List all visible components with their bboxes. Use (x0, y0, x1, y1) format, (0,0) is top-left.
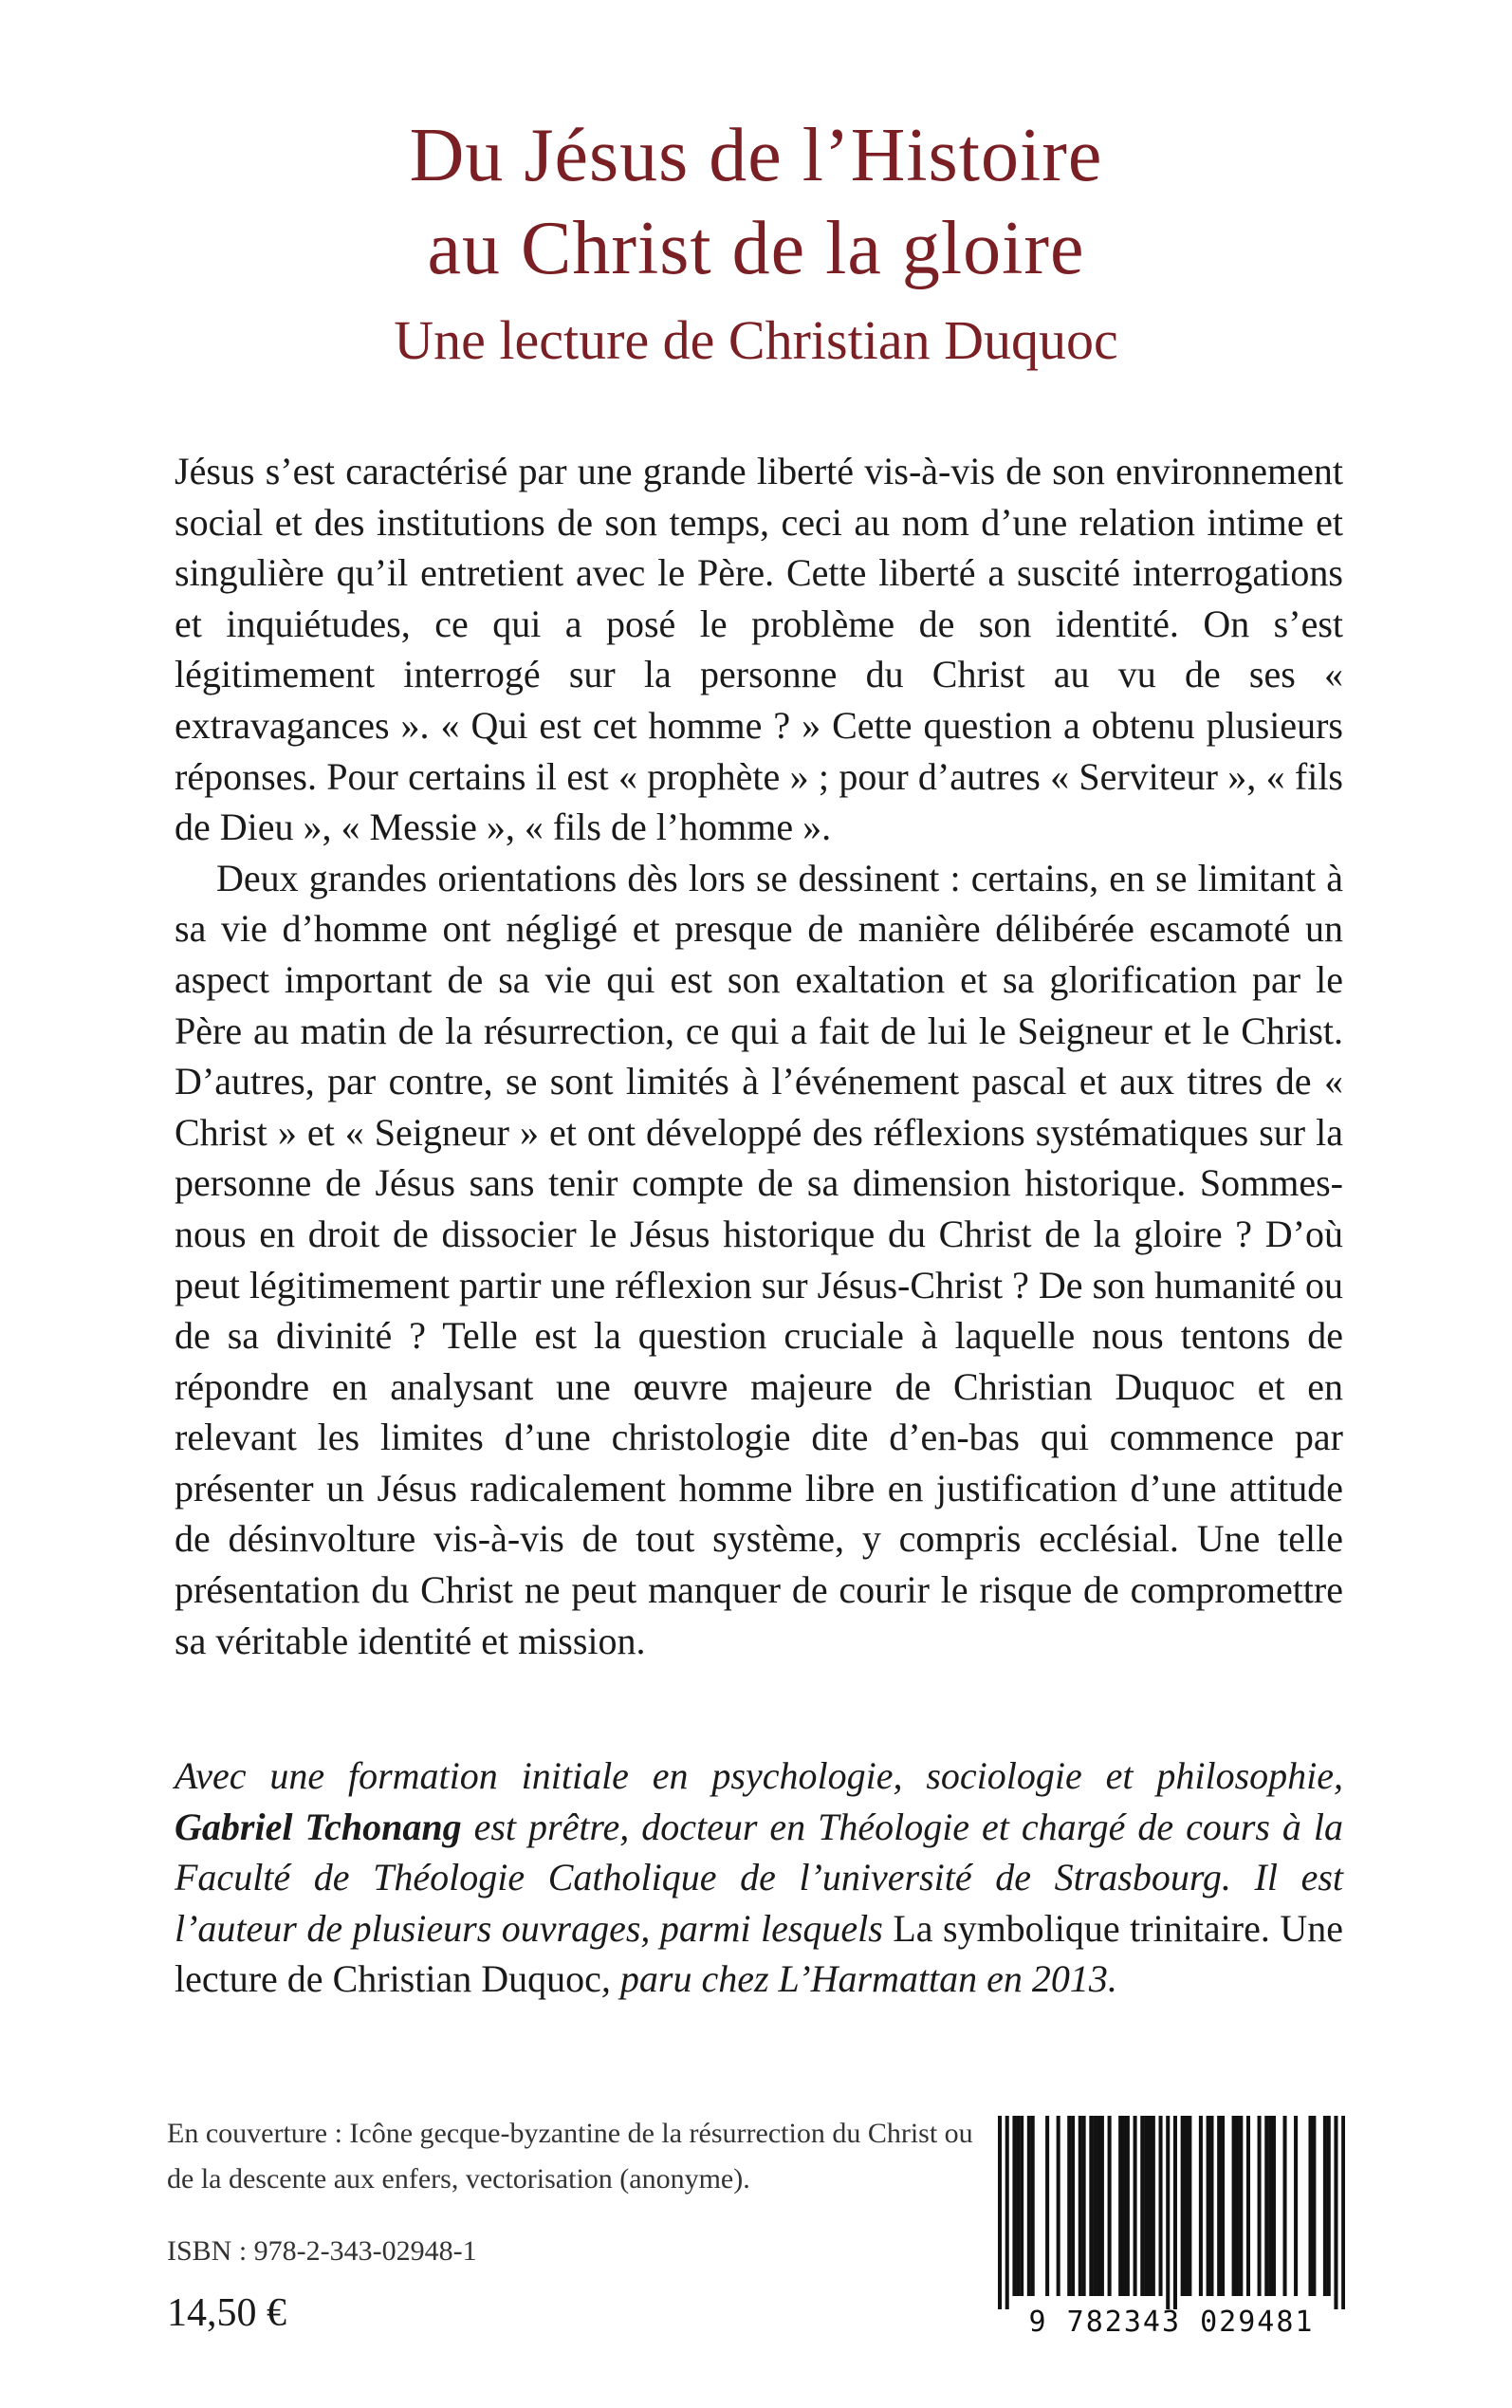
barcode-bar (1005, 2116, 1009, 2309)
barcode-bars (998, 2116, 1345, 2309)
barcode-bar (1045, 2116, 1049, 2296)
barcode-bar (1268, 2116, 1272, 2296)
barcode-bar (1071, 2116, 1075, 2296)
barcode (998, 2116, 1345, 2309)
bio-text-2: est prêtre, docteur en Théologie et chargé de cours à la Faculté de Théologie Catholique de l’université de Strasbourg. Il est l’auteur de plusieurs ouvrages, parmi lesquels (175, 1805, 1344, 1950)
barcode-bar (1057, 2116, 1060, 2296)
barcode-bar (1207, 2116, 1210, 2296)
barcode-bar (1199, 2116, 1203, 2296)
barcode-bar (1221, 2116, 1225, 2296)
bio-text-3: , paru chez L’Harmattan en 2013. (600, 1957, 1117, 2001)
title-block (0, 109, 1512, 379)
blurb (175, 446, 1343, 1666)
barcode-bar (1312, 2116, 1316, 2296)
barcode-bar (1027, 2116, 1031, 2296)
barcode-bar (1323, 2116, 1327, 2296)
barcode-bar (1308, 2116, 1312, 2296)
bio-book-title: La symbolique trinitaire. Une lecture de Christian Duquoc (175, 1906, 1344, 2001)
barcode-bar (1159, 2116, 1163, 2296)
book-title-line-1: Du Jésus de l’Histoire (409, 114, 1103, 197)
isbn: ISBN : 978-2-343-02948-1 (167, 2235, 477, 2267)
barcode-bar (1341, 2116, 1345, 2309)
barcode-bar (1152, 2116, 1155, 2296)
barcode-bar (1100, 2116, 1104, 2296)
barcode-bar (1093, 2116, 1097, 2296)
barcode-bar (1272, 2116, 1276, 2296)
barcode-bar (1144, 2116, 1148, 2296)
barcode-bar (1283, 2116, 1287, 2296)
barcode-bar (1235, 2116, 1239, 2296)
barcode-bar (1140, 2116, 1144, 2296)
barcode-bar (1294, 2116, 1298, 2296)
author-name: Gabriel Tchonang (175, 1805, 462, 1848)
barcode-bar (1097, 2116, 1100, 2296)
bio-text-1: Avec une formation initiale en psychologie, sociologie et philosophie, (175, 1754, 1343, 1797)
cover-credit: En couverture : Icône gecque-byzantine de la résurrection du Christ ou de la descente aux enfers, vectorisation (anonyme). (167, 2118, 973, 2195)
barcode-bar (1264, 2116, 1268, 2296)
barcode-bar (1134, 2116, 1137, 2296)
barcode-bar (1016, 2116, 1020, 2296)
barcode-bar (1122, 2116, 1126, 2296)
barcode-bar (1020, 2116, 1023, 2296)
barcode-bar (1173, 2116, 1177, 2309)
barcode-bar (1181, 2116, 1185, 2296)
barcode-bar (1334, 2116, 1337, 2309)
author-bio (175, 1750, 1343, 2005)
book-title-line-2: au Christ de la gloire (427, 207, 1085, 290)
book-subtitle: Une lecture de Christian Duquoc (394, 309, 1118, 371)
barcode-bar (1126, 2116, 1130, 2296)
barcode-bar (1209, 2116, 1213, 2296)
barcode-bar (1079, 2116, 1082, 2296)
barcode-bar (1148, 2116, 1152, 2296)
barcode-bar (1031, 2116, 1035, 2296)
barcode-bar (1067, 2116, 1071, 2296)
barcode-bar (1012, 2116, 1016, 2296)
barcode-bar (1232, 2116, 1236, 2296)
barcode-bar (1246, 2116, 1250, 2296)
barcode-digits: 9 782343 029481 (1028, 2306, 1315, 2339)
barcode-bar (1327, 2116, 1331, 2296)
barcode-bar (1118, 2116, 1122, 2296)
barcode-bar (1082, 2116, 1086, 2296)
barcode-bar (1166, 2116, 1170, 2309)
price: 14,50 € (167, 2291, 286, 2335)
barcode-bar (1108, 2116, 1112, 2296)
barcode-bar (1089, 2116, 1093, 2296)
barcode-bar (1239, 2116, 1243, 2296)
barcode-bar (1217, 2116, 1221, 2296)
barcode-bar (1188, 2116, 1191, 2296)
barcode-bar (998, 2116, 1002, 2309)
barcode-bar (1184, 2116, 1188, 2296)
barcode-bar (1258, 2116, 1262, 2296)
blurb-paragraph-2: Deux grandes orientations dès lors se dessinent : certains, en se limitant à sa vie d’homme ont négligé et presque de manière délibérée escamoté un aspect important de sa vie qui est son exaltation et sa glorification par le Père au matin de la résurrection, ce qui a fait de lui le Seigneur et le Christ. D’autres, par contre, se sont limités à l’événement pascal et aux titres de « Christ » et « Seigneur » et ont développé des réflexions systématiques sur la personne de Jésus sans tenir compte de sa dimension historique. Sommes-nous en droit de dissocier le Jésus historique du Christ de la gloire ? D’où peut légitimement partir une réflexion sur Jésus-Christ ? De son humanité ou de sa divinité ? Telle est la question cruciale à laquelle nous tentons de répondre en analysant une œuvre majeure de Christian Duquoc et en relevant les limites d’une christologie dite d’en-bas qui commence par présenter un Jésus radicalement homme libre en justification d’une attitude de désinvolture vis-à-vis de tout système, y compris ecclésial. Une telle présentation du Christ ne peut manquer de courir le risque de compromettre sa véritable identité et mission. (175, 856, 1343, 1662)
blurb-paragraph-1: Jésus s’est caractérisé par une grande liberté vis-à-vis de son environnement social et des institutions de son temps, ceci au nom d’une relation intime et singulière qu’il entretient avec le Père. Cette liberté a suscité interrogations et inquiétudes, ce qui a posé le problème de son identité. On s’est légitimement interrogé sur la personne du Christ au vu de ses « extravagances ». « Qui est cet homme ? » Cette question a obtenu plusieurs réponses. Pour certains il est « prophète » ; pour d’autres « Serviteur », « fils de Dieu », « Messie », « fils de l’homme ». (175, 450, 1343, 849)
